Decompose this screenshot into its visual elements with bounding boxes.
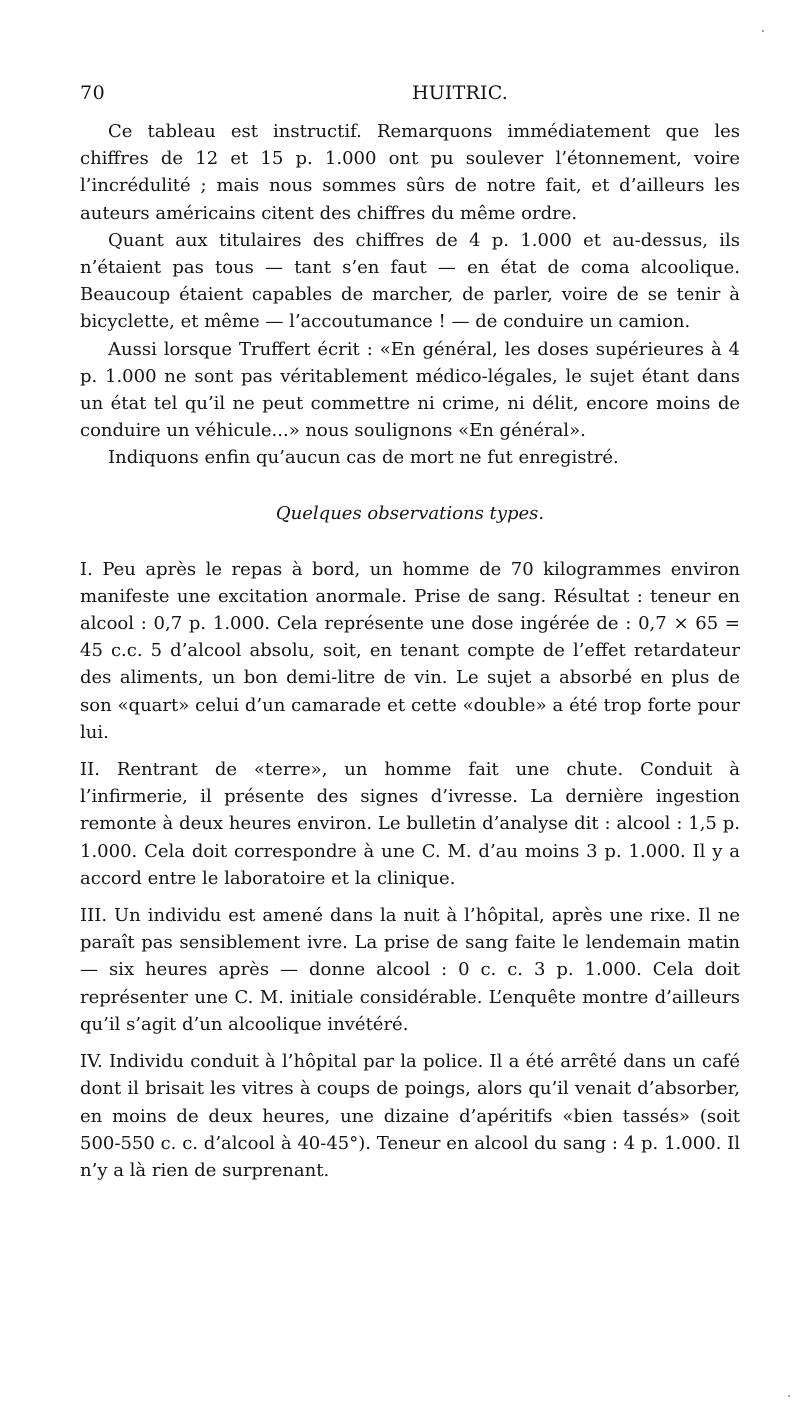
running-head [80, 78, 740, 108]
paper-speck [788, 1395, 790, 1397]
observation-text: Un individu est amené dans la nuit à l’hôpital, après une rixe. Il ne paraît pas sensiblement ivre. La prise de sang faite le lendemain matin — six heures après — donne alcool : 0 c. c. 3 p. 1.000. Cela doit représenter une C. M. initiale considérable. L’enquête montre d’ailleurs qu’il s’agit d’un alcoolique invétéré. [80, 905, 740, 1035]
observation-numeral: III. [80, 905, 108, 927]
paper-speck [762, 30, 764, 32]
paragraph: Ce tableau est instructif. Remarquons immédiatement que les chiffres de 12 et 15 p. 1.000 ont pu soulever l’étonnement, voire l’incrédulité ; mais nous sommes sûrs de notre fait, et d’ailleurs les auteurs américains citent des chiffres du même ordre. [80, 121, 740, 224]
running-title: HUITRIC. [411, 82, 509, 104]
observation-item [80, 902, 740, 1038]
paragraph: Aussi lorsque Truffert écrit : «En général, les doses supérieures à 4 p. 1.000 ne sont pas véritablement médico-légales, le sujet étant dans un état tel qu’il ne peut commettre ni crime, ni délit, encore moins de conduire un véhicule...» nous soulignons «En général». [80, 338, 740, 442]
observation-numeral: IV. [80, 1051, 103, 1073]
observation-numeral: II. [80, 759, 100, 781]
observation-text: Individu conduit à l’hôpital par la police. Il a été arrêté dans un café dont il brisait les vitres à coups de poings, alors qu’il venait d’absorber, en moins de deux heures, une dizaine d’apéritifs «bien tassés» (soit 500-550 c. c. d’alcool à 40-45°). Teneur en alcool du sang : 4 p. 1.000. Il n’y a là rien de surprenant. [80, 1051, 740, 1181]
section-title: Quelques observations types. [275, 502, 545, 524]
observation-text: Peu après le repas à bord, un homme de 70 kilogrammes environ manifeste une excitation anormale. Prise de sang. Résultat : teneur en alcool : 0,7 p. 1.000. Cela représente une dose ingérée de : 0,7 × 65 = 45 c.c. 5 d’alcool absolu, soit, en tenant compte de l’effet retardateur des aliments, un bon demi-litre de vin. Le sujet a absorbé en plus de son «quart» celui d’un camarade et cette «double» a été trop forte pour lui. [80, 558, 740, 743]
observation-item [80, 756, 740, 892]
main-text [80, 118, 740, 1194]
observation-numeral: I. [80, 558, 93, 580]
observation-item [80, 556, 740, 746]
paragraph: Indiquons enfin qu’aucun cas de mort ne fut enregistré. [108, 447, 619, 469]
observation-item [80, 1048, 740, 1184]
paragraph: Quant aux titulaires des chiffres de 4 p. 1.000 et au-dessus, ils n’étaient pas tous — tant s’en faut — en état de coma alcoolique. Beaucoup étaient capables de marcher, de parler, voire de se tenir à bicyclette, et même — l’accoutumance ! — de conduire un camion. [80, 229, 740, 333]
observation-text: Rentrant de «terre», un homme fait une chute. Conduit à l’infirmerie, il présente des signes d’ivresse. La dernière ingestion remonte à deux heures environ. Le bulletin d’analyse dit : alcool : 1,5 p. 1.000. Cela doit correspondre à une C. M. d’au moins 3 p. 1.000. Il y a accord entre le laboratoire et la clinique. [80, 759, 740, 889]
page-number: 70 [80, 82, 106, 104]
